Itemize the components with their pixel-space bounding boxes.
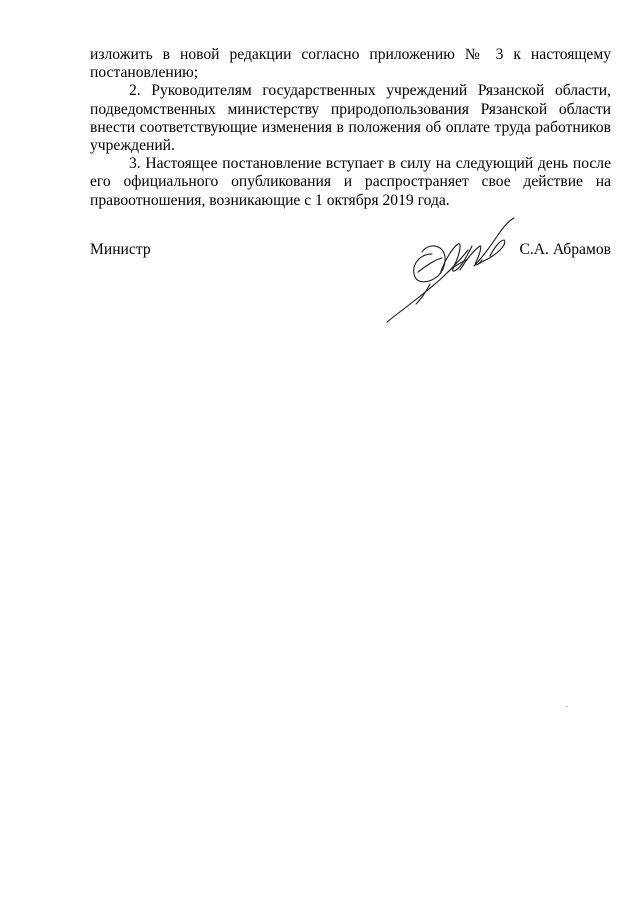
paragraph-item-2: 2. Руководителям государственных учреждений Рязанской области, подведомственных министерству природопользования Рязанской области внести соответствующие изменения в положения об оплате труда работников учреждений.	[90, 82, 611, 155]
signature-block	[90, 240, 611, 262]
signatory-title: Министр	[90, 241, 151, 258]
document-body	[90, 46, 611, 210]
scan-speck	[566, 706, 568, 707]
paragraph-continuation: изложить в новой редакции согласно приложению № 3 к настоящему постановлению;	[90, 46, 611, 82]
handwritten-signature	[382, 214, 522, 326]
paragraph-item-3: 3. Настоящее постановление вступает в силу на следующий день после его официального опубликования и распространяет свое действие на правоотношения, возникающие с 1 октября 2019 года.	[90, 155, 611, 209]
signatory-name: С.А. Абрамов	[519, 241, 611, 258]
